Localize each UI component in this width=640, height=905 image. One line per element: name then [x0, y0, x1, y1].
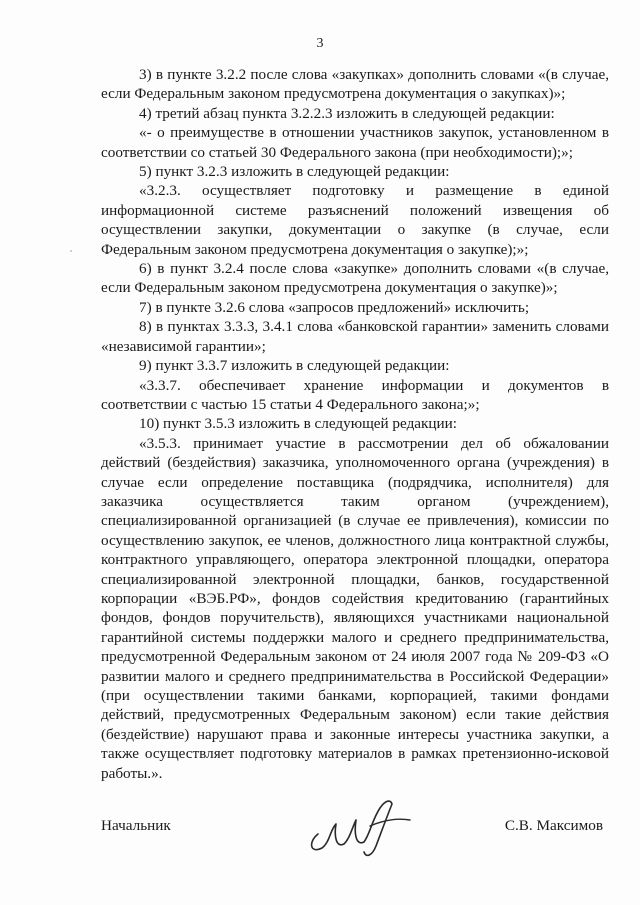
paragraph-quote-5: «3.2.3. осуществляет подготовку и размещение в единой информационной системе разъяснений положений извещения об осуществлении закупки, документации о закупке (в случае, если Федеральным законом предусмотрена документация о закупке);»;: [101, 182, 609, 258]
signature-block: [101, 817, 609, 847]
document-body: [101, 65, 609, 783]
paragraph-item-9: 9) пункт 3.3.7 изложить в следующей редакции:: [139, 357, 450, 375]
paragraph-item-4: 4) третий абзац пункта 3.2.2.3 изложить в следующей редакции:: [139, 104, 555, 122]
paragraph-quote-9: «3.3.7. обеспечивает хранение информации и документов в соответствии с частью 15 статьи 4 Федерального закона;»;: [101, 376, 609, 413]
signatory-name: С.В. Максимов: [504, 817, 603, 834]
paragraph-item-5: 5) пункт 3.2.3 изложить в следующей редакции:: [139, 163, 450, 181]
paragraph-quote-4: «- о преимуществе в отношении участников закупок, установленном в соответствии со статьей 30 Федерального закона (при необходимости);»;: [101, 124, 609, 161]
margin-mark: [70, 250, 72, 252]
paragraph-item-7: 7) в пункте 3.2.6 слова «запросов предложений» исключить;: [139, 298, 530, 316]
position-title: Начальник: [101, 817, 171, 834]
paragraph-quote-10: «3.5.3. принимает участие в рассмотрении дел об обжаловании действий (бездействия) заказчика, уполномоченного органа (учреждения) в случае если определение поставщика (подрядчика, исполнителя) для заказчика осуществляется таким органом (учреждением), специализированной организацией (в случае ее привлечения), комиссии по осуществлению закупок, ее членов, должностного лица контрактной службы, контрактного управляющего, оператора электронной площадки, оператора специализированной электронной площадки, банков, государственной корпорации «ВЭБ.РФ», фондов содействия кредитованию (гарантийных фондов, фондов поручительств), являющихся участниками национальной гарантийной системы поддержки малого и среднего предпринимательства, предусмотренной Федеральным законом от 24 июля 2007 года № 209-ФЗ «О развитии малого и среднего предпринимательства в Российской Федерации» (при осуществлении такими банками, корпорацией, такими фондами действий, предусмотренных Федеральным законом) если такие действия (бездействие) нарушают права и законные интересы участника закупки, а также осуществляет подготовку материалов в рамках претензионно-исковой работы.».: [101, 434, 609, 782]
paragraph-item-6: 6) в пункт 3.2.4 после слова «закупке» дополнить словами «(в случае, если Федеральным законом предусмотрена документация о закупке)»;: [101, 260, 609, 297]
paragraph-item-8: 8) в пунктах 3.3.3, 3.4.1 слова «банковской гарантии» заменить словами «независимой гарантии»;: [101, 318, 609, 355]
paragraph-item-10: 10) пункт 3.5.3 изложить в следующей редакции:: [139, 415, 458, 433]
paragraph-item-3: 3) в пункте 3.2.2 после слова «закупках» дополнить словами «(в случае, если Федеральным законом предусмотрена документация о закупках)»;: [101, 66, 609, 103]
page-number: 3: [316, 36, 324, 51]
